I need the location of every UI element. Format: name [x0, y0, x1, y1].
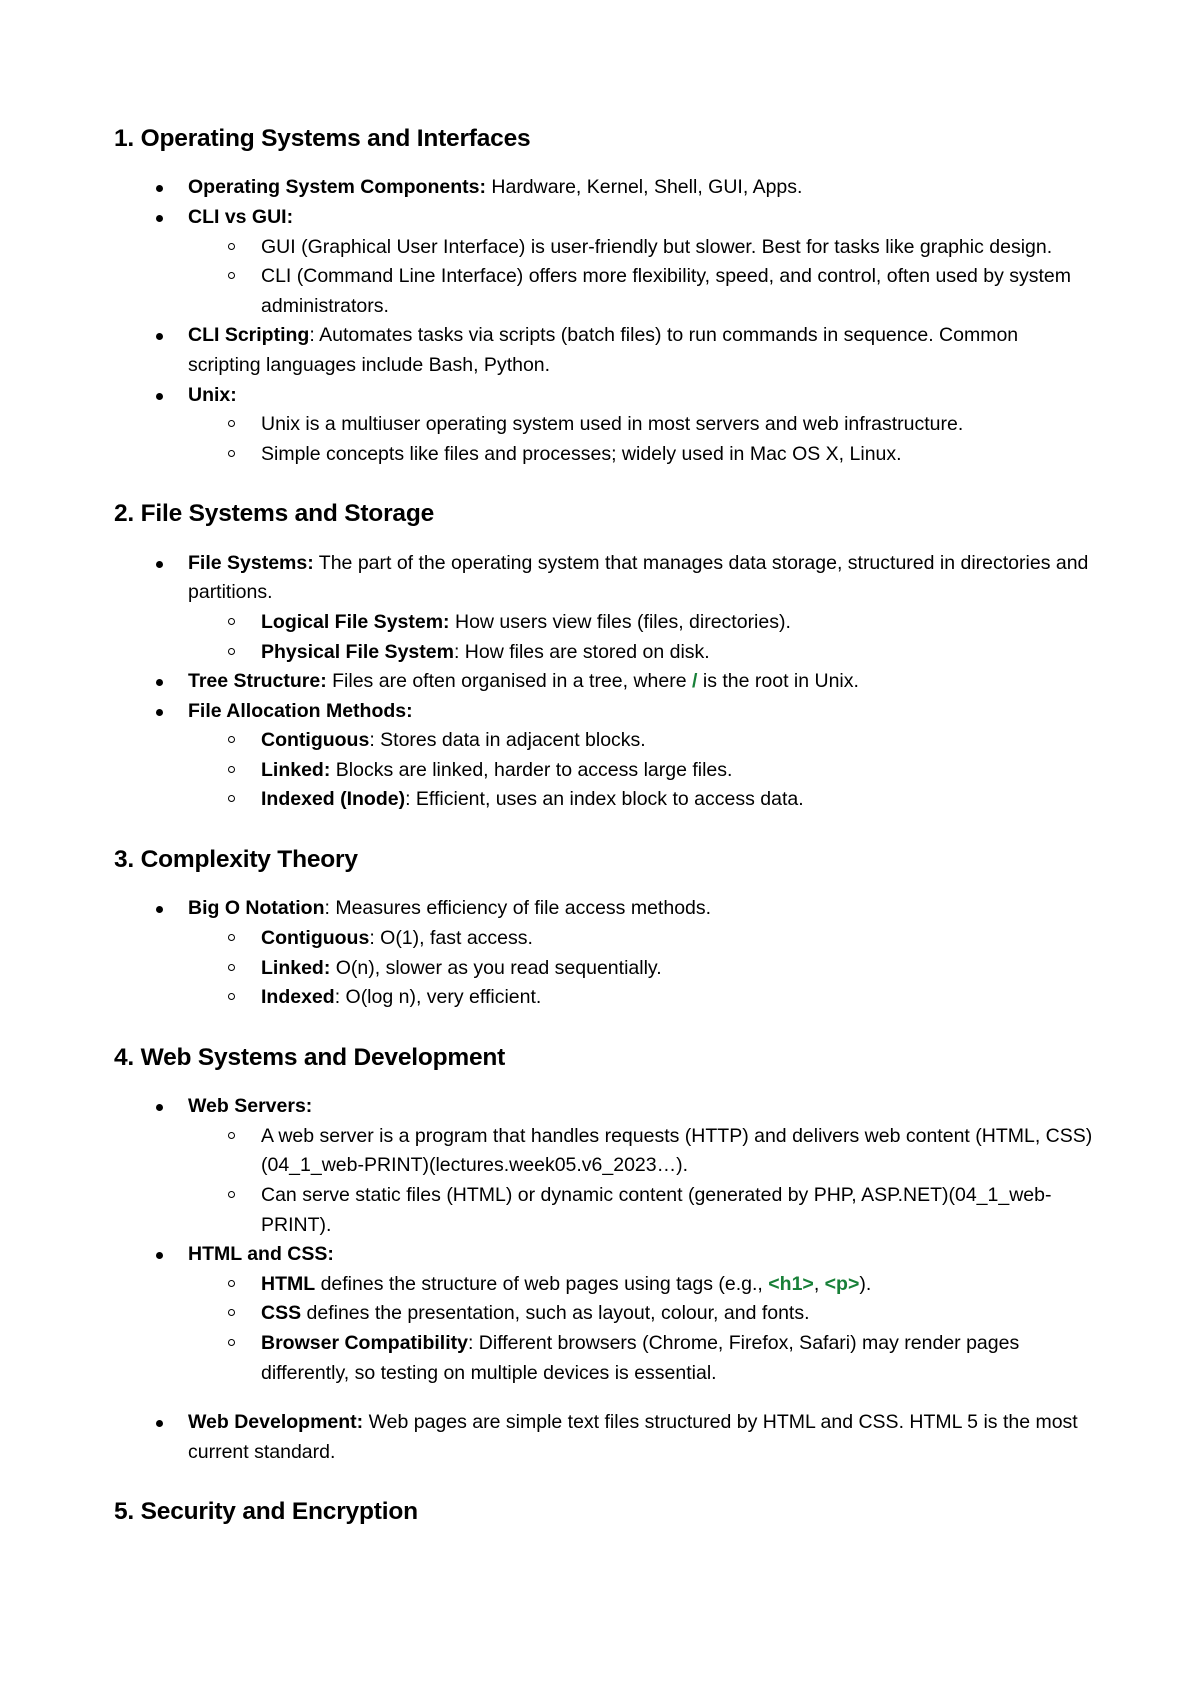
item-text: defines the presentation, such as layout, colour, and fonts. — [301, 1302, 810, 1325]
bullet-list — [114, 549, 1094, 815]
list-item — [114, 667, 1094, 697]
sub-list — [188, 924, 1094, 1013]
sub-list-item — [188, 954, 1094, 984]
item-text: : Stores data in adjacent blocks. — [369, 729, 646, 752]
section-heading: 5. Security and Encryption — [114, 1498, 418, 1526]
section-heading: 2. File Systems and Storage — [114, 500, 435, 528]
code-snippet: <h1> — [768, 1272, 814, 1295]
item-label: HTML and CSS: — [188, 1243, 334, 1266]
sub-list-item — [188, 410, 1094, 440]
item-text: Files are often organised in a tree, where — [326, 670, 693, 693]
bullet-list — [114, 173, 1094, 469]
item-text: : O(1), fast access. — [369, 927, 533, 950]
item-text: CLI (Command Line Interface) offers more flexibility, speed, and control, often used by system administrators. — [261, 265, 1071, 317]
sub-list-item — [188, 785, 1094, 815]
sub-list-item — [188, 1270, 1094, 1300]
sub-list-item — [188, 1299, 1094, 1329]
item-label: Tree Structure: — [188, 670, 327, 693]
list-item — [114, 697, 1094, 815]
list-item — [114, 1408, 1094, 1467]
item-label: Physical File System — [261, 640, 454, 663]
item-text: : Different browsers (Chrome, Firefox, Safari) may render pages differently, so testing on multiple devices is essential. — [261, 1331, 1020, 1384]
item-text: is the root in Unix. — [697, 670, 859, 693]
item-text: The part of the operating system that manages data storage, structured in directories and partitions. — [188, 551, 1089, 604]
section-heading: 1. Operating Systems and Interfaces — [114, 125, 531, 152]
sub-list-item — [188, 1122, 1094, 1181]
item-label: Operating System Components: — [188, 176, 486, 199]
list-item — [114, 1240, 1094, 1388]
item-label: File Systems: — [188, 551, 314, 574]
section-heading: 4. Web Systems and Development — [114, 1043, 506, 1071]
item-label: Big O Notation — [188, 897, 325, 920]
sub-list-item — [188, 638, 1094, 668]
sub-list — [188, 608, 1094, 667]
sub-list-item — [188, 440, 1094, 470]
item-text: ). — [859, 1272, 872, 1295]
item-text: : Measures efficiency of file access methods. — [324, 897, 712, 920]
item-text: : Automates tasks via scripts (batch files) to run commands in sequence. Common scripting languages include Bash, Python. — [188, 324, 1019, 376]
item-text: Can serve static files (HTML) or dynamic content (generated by PHP, ASP.NET)(04_1_web-PRINT). — [261, 1184, 1052, 1236]
item-label: Contiguous — [261, 729, 370, 752]
sub-list-item — [188, 608, 1094, 638]
item-text: Simple concepts like files and processes; widely used in Mac OS X, Linux. — [261, 442, 902, 465]
item-label: Indexed — [261, 986, 335, 1009]
item-text: Web pages are simple text files structured by HTML and CSS. HTML 5 is the most current standard. — [188, 1411, 1078, 1463]
item-label: Indexed (Inode) — [261, 788, 406, 811]
item-label: Web Servers: — [188, 1095, 313, 1118]
list-item — [114, 549, 1094, 667]
item-label: File Allocation Methods: — [188, 699, 413, 722]
item-text: How users view files (files, directories). — [449, 610, 791, 633]
code-snippet: <p> — [824, 1272, 860, 1295]
sub-list-item — [188, 233, 1094, 263]
bullet-list — [114, 894, 1094, 1012]
sub-list — [188, 410, 1094, 469]
list-item — [114, 894, 1094, 1012]
item-label: CLI vs GUI: — [188, 205, 294, 228]
item-text: GUI (Graphical User Interface) is user-friendly but slower. Best for tasks like graphic design. — [261, 235, 1053, 258]
item-text: Hardware, Kernel, Shell, GUI, Apps. — [485, 176, 803, 199]
sub-list — [188, 233, 1094, 322]
item-label: HTML — [261, 1272, 316, 1295]
list-item — [114, 1092, 1094, 1240]
sub-list — [188, 726, 1094, 815]
item-text: Unix is a multiuser operating system used in most servers and web infrastructure. — [261, 413, 964, 436]
sub-list — [188, 1122, 1094, 1240]
item-label: Linked: — [261, 758, 331, 781]
code-snippet: / — [692, 670, 698, 693]
item-text: O(n), slower as you read sequentially. — [330, 956, 662, 979]
bullet-list — [114, 1092, 1094, 1467]
item-text: : How files are stored on disk. — [453, 640, 710, 663]
item-label: CLI Scripting — [188, 324, 310, 347]
list-item — [114, 321, 1094, 380]
item-text: defines the structure of web pages using tags (e.g., — [315, 1272, 769, 1295]
sub-list — [188, 1270, 1094, 1388]
item-text: : Efficient, uses an index block to access data. — [405, 788, 804, 811]
item-label: Contiguous — [261, 927, 370, 950]
list-item — [114, 173, 1094, 203]
sub-list-item — [188, 756, 1094, 786]
item-label: Web Development: — [188, 1411, 364, 1434]
sub-list-item — [188, 1181, 1094, 1240]
item-label: Browser Compatibility — [261, 1331, 468, 1354]
document-page — [114, 124, 1094, 1547]
list-item — [114, 203, 1094, 321]
item-text: , — [813, 1272, 825, 1295]
sub-list-item — [188, 726, 1094, 756]
item-label: CSS — [261, 1302, 302, 1325]
item-label: Linked: — [261, 956, 331, 979]
item-label: Unix: — [188, 383, 237, 406]
item-text: A web server is a program that handles requests (HTTP) and delivers web content (HTML, CSS)(04_1_web-PRINT)(lectures.week05.v6_2023…). — [261, 1124, 1093, 1177]
item-text: Blocks are linked, harder to access large files. — [330, 758, 733, 781]
item-text: : O(log n), very efficient. — [334, 986, 542, 1009]
item-label: Logical File System: — [261, 610, 450, 633]
sub-list-item — [188, 1329, 1094, 1388]
sub-list-item — [188, 983, 1094, 1013]
sub-list-item — [188, 924, 1094, 954]
list-item — [114, 381, 1094, 470]
sub-list-item — [188, 262, 1094, 321]
section-heading: 3. Complexity Theory — [114, 846, 358, 874]
